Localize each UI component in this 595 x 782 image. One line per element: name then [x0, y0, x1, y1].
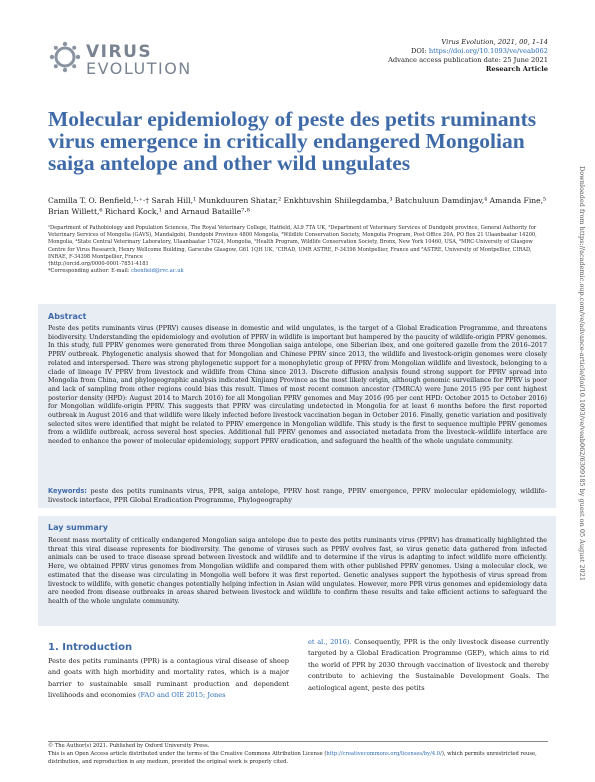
- abstract-box: [38, 304, 556, 508]
- article-header: [388, 38, 548, 74]
- doi-link[interactable]: https://doi.org/10.1093/ve/veab062: [428, 47, 548, 55]
- corresponding-line: [48, 268, 548, 275]
- license-footer: [48, 743, 563, 766]
- journal-line: Virus Evolution, 2021, 00, 1–14: [441, 38, 548, 46]
- corresponding-label: *Corresponding author: E-mail:: [48, 268, 130, 275]
- advance-access: Advance access publication date: 25 June 2021: [388, 56, 548, 64]
- keywords: [48, 487, 547, 504]
- intro-right-text: Consequently, PPR is the only livestock disease currently targeted by a Global Eradication Programme (GEP), which aims to rid the world of PPR by 2030 through vaccination of livestock and thereby contribute to achieving the Sustainable Development Goals. The aetiological agent, peste des petits: [308, 638, 549, 692]
- virus-logo-icon: [48, 40, 82, 74]
- journal-logo: [48, 40, 198, 80]
- download-sidebar: Downloaded from https://academic.oup.com/ve/advance-article/doi/10.1093/ve/veab062/6309185 by guest on 05 August 2021: [578, 166, 586, 581]
- intro-right-column: [308, 637, 549, 694]
- license-link[interactable]: http://creativecommons.org/licenses/by/4.0/: [326, 750, 442, 757]
- email-link[interactable]: cbenfield@rvc.ac.uk: [131, 268, 184, 275]
- orcid-line[interactable]: †http://orcid.org/0000-0001-7851-4181: [48, 261, 149, 268]
- intro-left-column: [48, 656, 289, 702]
- affiliation-text: ¹Department of Pathobiology and Population Sciences, The Royal Veterinary College, Hatfield, AL9 7TA UK, ²Department of Veterinary Services of Dundgobi province, General Authority for Veterinary Services of Mongolia (GAVS), Mandalgobi, Dundgobi Province 4800 Mongolia, ³Wildlife Conservation Society, Mongolia Program, Post Office 20A, PO Box 21 Ulaanbaatar 14200, Mongolia, ⁴State Central Veterinary Laboratory, Ulaanbaatar 17024, Mongolia, ⁵Health Program, Wildlife Conservation Society, Bronx, New York 10460, USA, ⁶MRC-University of Glasgow Centre for Virus Research, Henry Wellcome Building, Garscube Glasgow, G61 1QH UK, ⁷CIRAD, UMR ASTRE, F-34398 Montpellier, France and ⁸ASTRE, University of Montpellier, CIRAD, INRAE, F-34398 Montpellier, France: [48, 225, 537, 260]
- intro-left-text: Peste des petits ruminants (PPR) is a contagious viral disease of sheep and goats with high morbidity and mortality rates, which is a major barrier to sustainable small ruminant production and dependent livelihoods and economies: [48, 657, 289, 700]
- logo-evolution: EVOLUTION: [86, 59, 192, 78]
- copyright-line: © The Author(s) 2021. Published by Oxford University Press.: [48, 743, 210, 749]
- logo-virus: VIRUS: [86, 42, 153, 62]
- intro-left-cite[interactable]: (FAO and OIE 2015; Jones: [137, 691, 226, 700]
- license-line: [48, 751, 563, 767]
- abstract-text: Peste des petits ruminants virus (PPRV) causes disease in domestic and wild ungulates, is the target of a Global Eradication Programme, and threatens biodiversity. Understanding the epidemiology and evolution of PPRV in wildlife is important but hampered by the paucity of wildlife-origin PPRV genomes. In this study, full PPRV genomes were generated from three Mongolian saiga antelope, one Siberian ibex, and one goitered gazelle from the 2016–2017 PPRV outbreak. Phylogenetic analysis showed that for Mongolian and Chinese PPRV since 2013, the wildlife and livestock-origin genomes were closely related and interspersed. There was strong phylogenetic support for a monophyletic group of PPRV from Mongolian wildlife and livestock, belonging to a clade of lineage IV PPRV from livestock and wildlife from China since 2013. Discrete diffusion analysis found strong support for PPRV spread into Mongolia from China, and phylogeographic analysis indicated Xinjiang Province as the most likely origin, although genomic surveillance for PPRV is poor and lack of sampling from other regions could bias this result. Times of most recent common ancestor (TMRCA) were June 2015 (95 per cent highest posterior density (HPD): August 2014 to March 2016) for all Mongolian PPRV genomes and May 2016 (95 per cent HPD: October 2015 to October 2016) for Mongolian wildlife-origin PPRV. This suggests that PPRV was circulating undetected in Mongolia for at least 6 months before the first reported outbreak in August 2016 and that wildlife were likely infected before livestock vaccination began in October 2016. Finally, genetic variation and positively selected sites were identified that might be related to PPRV emergence in Mongolian wildlife. This study is the first to sequence multiple PPRV genomes from a wildlife outbreak, across several host species. Additional full PPRV genomes and associated metadata from the livestock–wildlife interface are needed to enhance the power of molecular epidemiology, support PPRV eradication, and safeguard the health of the whole ungulate community.: [48, 325, 547, 446]
- affiliations: [48, 225, 548, 275]
- doi-line: [388, 47, 548, 56]
- article-title: Molecular epidemiology of peste des petits ruminants virus emergence in critically endangered Mongolian saiga antelope and other wild ungulates: [48, 107, 537, 175]
- intro-right-cite[interactable]: et al., 2016).: [308, 638, 352, 646]
- lay-summary-heading: Lay summary: [48, 523, 108, 532]
- license-pre: This is an Open Access article distributed under the terms of the Creative Commons Attribution License (: [48, 750, 327, 757]
- intro-heading: 1. Introduction: [48, 642, 133, 653]
- keywords-text: peste des petits ruminants virus, PPR, saiga antelope, PPRV host range, PPRV emergence, PPRV molecular epidemiology, wildlife-livestock interface, PPR Global Eradication Programme, Phylogeography: [48, 487, 547, 504]
- lay-summary-box: [38, 516, 556, 626]
- keywords-label: Keywords:: [48, 487, 87, 495]
- license-post: ), which permits unrestricted reuse, distribution, and reproduction in any medium, provided the original work is properly cited.: [48, 750, 537, 765]
- footer-rule: [48, 741, 548, 742]
- doi-label: DOI:: [410, 47, 427, 55]
- abstract-heading: Abstract: [48, 312, 87, 321]
- lay-summary-text: Recent mass mortality of critically endangered Mongolian saiga antelope due to peste des petits ruminants virus (PPRV) has dramatically highlighted the threat this viral disease represents for biodiversity. The genome of viruses such as PPRV evolves fast, so virus genetic data gathered from infected animals can be used to trace disease spread between livestock and wildlife and to determine if the virus is adapting to infect wildlife more efficiently. Here, we obtained PPRV virus genomes from Mongolian wildlife and compared them with other published PPRV genomes. Using a molecular clock, we estimated that the disease was circulating in Mongolia well before it was first reported. Genetic analyses support the hypothesis of virus spread from livestock to wildlife, with genetic changes potentially helping infection in Asian wild ungulates. However, more PPR virus genomes and epidemiology data are needed from disease outbreaks in areas shared between livestock and wildlife to confirm these results and take efficient actions to safeguard the health of the whole ungulate community.: [48, 537, 547, 605]
- author-list: Camilla T. O. Benfield,¹·⁺·† Sarah Hill,¹ Munkduuren Shatar,² Enkhtuvshin Shiilegdamba,³ Batchuluun Damdinjav,⁴ Amanda Fine,⁵ Brian Willett,⁶ Richard Kock,¹ and Arnaud Bataille⁷·⁸: [48, 196, 547, 216]
- article-type: Research Article: [485, 65, 548, 73]
